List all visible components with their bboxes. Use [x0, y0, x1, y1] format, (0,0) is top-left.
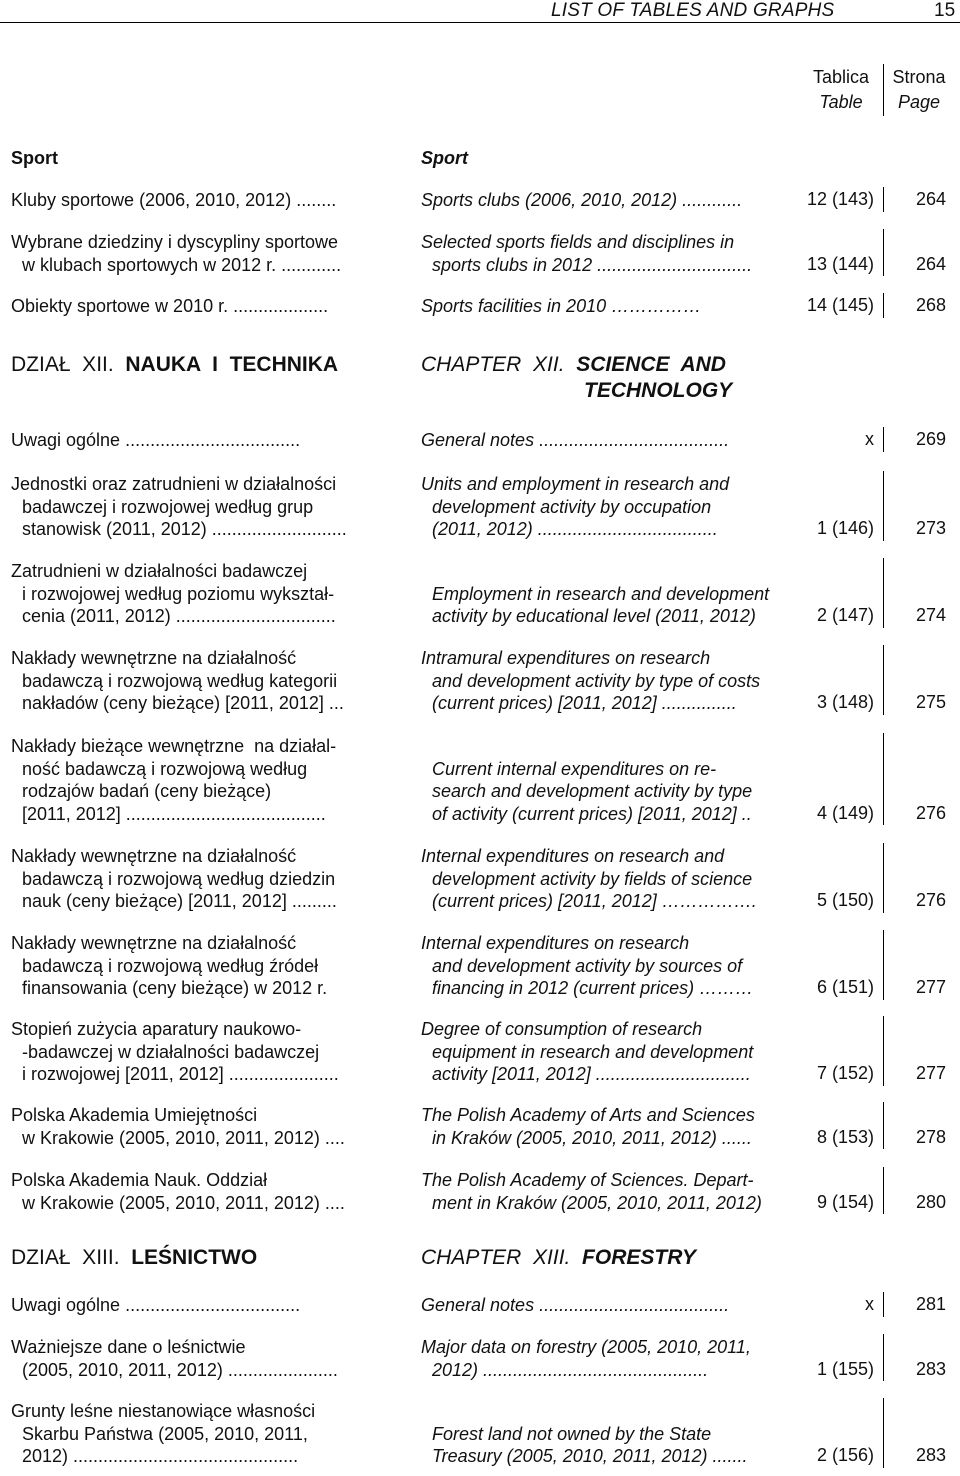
chapter-heading-pl [11, 1245, 257, 1271]
entry-title-en: Major data on forestry (2005, 2010, 2011, [421, 1337, 751, 1357]
table-number: 2 (156) [816, 1445, 874, 1465]
column-separator [883, 1334, 884, 1381]
entry-title-en: development activity by fields of science [432, 868, 753, 889]
chapter-prefix-pl: DZIAŁ XIII. [11, 1246, 120, 1269]
chapter-title-pl: LEŚNICTWO [131, 1246, 258, 1269]
running-header [0, 0, 960, 23]
column-header-table-pl: Tablica [812, 67, 870, 87]
entry-title-pl: w Krakowie (2005, 2010, 2011, 2012) .... [22, 1192, 345, 1213]
column-separator [883, 427, 884, 452]
entry-title-en: 2012) ............................................. [432, 1359, 709, 1380]
column-separator [883, 733, 884, 825]
entry-title-en: Selected sports fields and disciplines in [421, 232, 735, 252]
entry-title-pl: Kluby sportowe (2006, 2010, 2012) ........ [11, 190, 337, 210]
page-number-ref: 280 [915, 1191, 946, 1212]
table-number: x [865, 1294, 874, 1314]
page-number-ref: 264 [915, 189, 946, 209]
entry-title-en: financing in 2012 (current prices) ……… [432, 978, 754, 998]
entry-title-pl: nakładów (ceny bieżące) [2011, 2012] ... [22, 693, 344, 713]
entry-title-pl: -badawczej w działalności badawczej [22, 1041, 320, 1062]
column-header-table-en: Table [819, 92, 863, 112]
entry-title-pl: Nakłady wewnętrzne na działalność [11, 846, 297, 866]
entry-title-en: Internal expenditures on research [421, 933, 690, 953]
column-separator [883, 1016, 884, 1086]
column-separator [883, 1398, 884, 1468]
entry-title-en: Sports clubs (2006, 2010, 2012) ............ [421, 190, 743, 210]
entry-title-pl: Polska Akademia Nauk. Oddział [11, 1170, 268, 1190]
chapter-heading-en [421, 352, 726, 378]
page-number-ref: 276 [915, 890, 946, 910]
column-separator [883, 645, 884, 715]
page-number-ref: 277 [915, 1063, 946, 1083]
section-heading-pl: Sport [11, 148, 58, 168]
entry-title-en: of activity (current prices) [2011, 2012] .. [432, 803, 752, 824]
column-separator [883, 1102, 884, 1149]
entry-title-en: Intramural expenditures on research [421, 648, 711, 668]
entry-title-pl: cenia (2011, 2012) ................................ [22, 606, 336, 626]
entry-title-en: Current internal expenditures on re- [432, 758, 717, 779]
page-number-ref: 274 [915, 605, 946, 625]
chapter-title-en: FORESTRY [582, 1246, 696, 1269]
entry-title-pl: badawczą i rozwojową według kategorii [22, 670, 338, 691]
chapter-prefix-en: CHAPTER XII. [421, 353, 565, 376]
table-number: 9 (154) [816, 1191, 874, 1212]
page-number-ref: 276 [915, 802, 946, 823]
entry-title-en: Forest land not owned by the State [432, 1423, 712, 1444]
table-number: 1 (146) [816, 518, 874, 538]
table-number: 8 (153) [816, 1126, 874, 1147]
column-separator [883, 187, 884, 212]
entry-title-pl: Polska Akademia Umiejętności [11, 1105, 258, 1125]
entry-title-pl: Jednostki oraz zatrudnieni w działalności [11, 474, 337, 494]
entry-title-pl: w klubach sportowych w 2012 r. ............ [22, 254, 342, 275]
entry-title-en: (current prices) [2011, 2012] ............... [432, 693, 737, 713]
entry-title-en: activity by educational level (2011, 2012) [432, 606, 756, 626]
entry-title-pl: w Krakowie (2005, 2010, 2011, 2012) .... [22, 1127, 345, 1148]
entry-title-pl: Nakłady wewnętrzne na działalność [11, 648, 297, 668]
entry-title-en: Units and employment in research and [421, 474, 730, 494]
table-number: x [865, 429, 874, 449]
column-header-table [800, 65, 882, 115]
entry-title-pl: Stopień zużycia aparatury naukowo- [11, 1019, 302, 1039]
entry-title-en: General notes ...................................... [421, 1295, 730, 1315]
entry-title-pl: Nakłady wewnętrzne na działalność [11, 933, 297, 953]
entry-title-pl: rodzajów badań (ceny bieżące) [22, 781, 272, 801]
table-number: 7 (152) [816, 1063, 874, 1083]
page-number-ref: 275 [915, 692, 946, 712]
entry-title-en: Internal expenditures on research and [421, 846, 725, 866]
column-separator [883, 64, 884, 116]
entry-title-pl: Obiekty sportowe w 2010 r. ................... [11, 296, 329, 316]
entry-title-pl: Zatrudnieni w działalności badawczej [11, 561, 308, 581]
entry-title-pl: i rozwojowej [2011, 2012] ...................... [22, 1064, 339, 1084]
entry-title-en: equipment in research and development [432, 1041, 754, 1062]
entry-title-en: General notes ...................................... [421, 430, 730, 450]
entry-title-en: and development activity by sources of [432, 955, 743, 976]
entry-title-pl: badawczej i rozwojowej według grup [22, 496, 314, 517]
page-number-ref: 278 [915, 1126, 946, 1147]
entry-title-pl: (2005, 2010, 2011, 2012) ...................... [22, 1359, 338, 1380]
entry-title-pl: nauk (ceny bieżące) [2011, 2012] ......... [22, 891, 337, 911]
entry-title-en: Treasury (2005, 2010, 2011, 2012) ....... [432, 1446, 748, 1466]
entry-title-pl: Uwagi ogólne ................................... [11, 1295, 301, 1315]
entry-title-pl: stanowisk (2011, 2012) ........................... [22, 519, 347, 539]
entry-title-pl: i rozwojowej według poziomu wykształ- [22, 583, 335, 604]
chapter-prefix-en: CHAPTER XIII. [421, 1246, 571, 1269]
table-number: 3 (148) [816, 692, 874, 712]
table-number: 13 (144) [806, 253, 874, 274]
entry-title-pl: ność badawczą i rozwojową według [22, 758, 308, 779]
entry-title-pl: Uwagi ogólne ................................... [11, 430, 301, 450]
entry-title-en: Degree of consumption of research [421, 1019, 703, 1039]
column-header-page-en: Page [897, 92, 941, 112]
table-number: 12 (143) [806, 189, 874, 209]
entry-title-en: Employment in research and development [432, 583, 770, 604]
entry-title-pl: [2011, 2012] ........................................ [22, 803, 326, 824]
chapter-prefix-pl: DZIAŁ XII. [11, 353, 114, 376]
page-number-ref: 268 [915, 295, 946, 315]
page-number-ref: 264 [915, 253, 946, 274]
entry-title-pl: Ważniejsze dane o leśnictwie [11, 1337, 246, 1357]
column-separator [883, 930, 884, 1000]
column-header-page-pl: Strona [892, 67, 946, 87]
entry-title-en: The Polish Academy of Arts and Sciences [421, 1105, 755, 1125]
section-heading-en: Sport [421, 148, 468, 168]
entry-title-pl: Nakłady bieżące wewnętrzne na działal- [11, 736, 337, 756]
entry-title-en: sports clubs in 2012 ............................... [432, 254, 753, 275]
page-number-ref: 283 [915, 1445, 946, 1465]
entry-title-pl: 2012) ............................................. [22, 1446, 299, 1466]
page-number-ref: 281 [915, 1294, 946, 1314]
table-number: 2 (147) [816, 605, 874, 625]
entry-title-en: search and development activity by type [432, 781, 753, 801]
page-number-ref: 283 [915, 1358, 946, 1379]
entry-title-en: ment in Kraków (2005, 2010, 2011, 2012) [432, 1192, 762, 1213]
entry-title-en: The Polish Academy of Sciences. Depart- [421, 1170, 754, 1190]
table-number: 4 (149) [816, 802, 874, 823]
entry-title-pl: finansowania (ceny bieżące) w 2012 r. [22, 978, 328, 998]
column-separator [883, 1292, 884, 1317]
running-header-title: LIST OF TABLES AND GRAPHS [551, 0, 835, 21]
entry-title-pl: badawczą i rozwojową według źródeł [22, 955, 319, 976]
chapter-title-en-line2: TECHNOLOGY [584, 379, 733, 402]
entry-title-en: Sports facilities in 2010 …………… [421, 296, 702, 316]
entry-title-en: (current prices) [2011, 2012] ……………. [432, 891, 757, 911]
column-separator [883, 558, 884, 628]
column-separator [883, 471, 884, 541]
column-separator [883, 293, 884, 318]
chapter-title-en: SCIENCE AND [576, 353, 726, 376]
table-number: 6 (151) [816, 977, 874, 997]
entry-title-pl: Wybrane dziedziny i dyscypliny sportowe [11, 232, 338, 252]
entry-title-en: and development activity by type of costs [432, 670, 761, 691]
column-separator [883, 843, 884, 913]
page-number: 15 [934, 0, 956, 21]
table-number: 1 (155) [816, 1358, 874, 1379]
page-number-ref: 269 [915, 429, 946, 449]
table-number: 5 (150) [816, 890, 874, 910]
entry-title-pl: badawczą i rozwojową według dziedzin [22, 868, 336, 889]
entry-title-en: development activity by occupation [432, 496, 712, 517]
entry-title-en: activity [2011, 2012] ............................... [432, 1064, 751, 1084]
table-number: 14 (145) [806, 295, 874, 315]
entry-title-pl: Grunty leśne niestanowiące własności [11, 1401, 316, 1421]
chapter-heading-en [421, 1245, 696, 1271]
page-number-ref: 273 [915, 518, 946, 538]
column-separator [883, 229, 884, 276]
entry-title-en: in Kraków (2005, 2010, 2011, 2012) ...... [432, 1127, 752, 1148]
entry-title-pl: Skarbu Państwa (2005, 2010, 2011, [22, 1423, 308, 1444]
column-separator [883, 1167, 884, 1214]
entry-title-en: (2011, 2012) .................................... [432, 519, 718, 539]
chapter-heading-pl [11, 352, 338, 378]
page-number-ref: 277 [915, 977, 946, 997]
chapter-title-pl: NAUKA I TECHNIKA [125, 353, 339, 376]
column-header-page [884, 65, 954, 115]
